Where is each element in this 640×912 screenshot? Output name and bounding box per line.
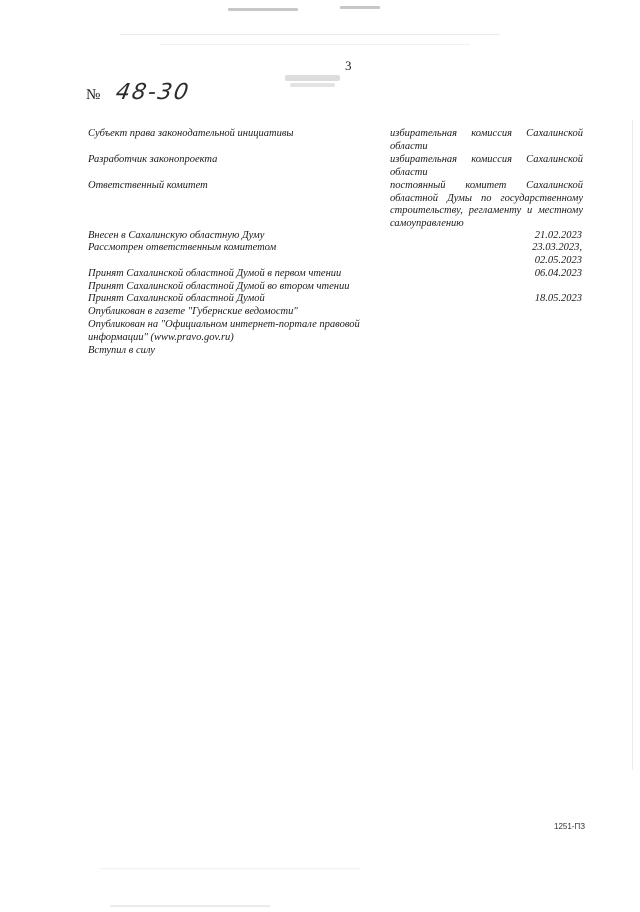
handwritten-number: 48-30 — [114, 80, 193, 105]
timeline-date: 06.04.2023 — [534, 268, 582, 279]
timeline-date: 21.02.2023 — [534, 230, 582, 241]
info-label: Ответственный комитет — [88, 180, 208, 191]
footer-code: 1251-ПЗ — [554, 822, 586, 831]
info-row-subject — [88, 128, 583, 154]
timeline-label: Внесен в Сахалинскую областную Думу — [88, 230, 265, 241]
timeline-label: Рассмотрен ответственным комитетом — [88, 242, 277, 253]
info-row-developer — [88, 154, 583, 180]
timeline-label: Принят Сахалинской областной Думой в первом чтении — [88, 268, 342, 279]
timeline-label: Принят Сахалинской областной Думой во втором чтении — [88, 281, 350, 292]
number-sign: № — [86, 87, 101, 103]
info-label: Разработчик законопроекта — [88, 154, 218, 165]
timeline-label: Опубликован на "Официальном интернет-портале правовой информации" (www.pravo.gov.ru) — [88, 319, 360, 343]
info-label: Субъект права законодательной инициативы — [88, 128, 294, 139]
timeline-label: Принят Сахалинской областной Думой — [88, 293, 265, 304]
timeline-date: 18.05.2023 — [534, 293, 582, 304]
info-value: постоянный комитет Сахалинской областной Думы по государственному строительству, регламенту и местному самоуправлению — [390, 180, 583, 229]
document-number — [86, 80, 193, 105]
timeline-label: Опубликован в газете "Губернские ведомости" — [88, 306, 298, 317]
timeline-label: Вступил в силу — [88, 345, 155, 356]
info-value: избирательная комиссия Сахалинской области — [390, 128, 583, 152]
timeline-date: 23.03.2023, — [532, 242, 582, 253]
timeline-date: 02.05.2023 — [534, 255, 582, 266]
page-number: 3 — [345, 58, 352, 73]
info-row-committee — [88, 180, 583, 232]
info-value: избирательная комиссия Сахалинской области — [390, 154, 583, 178]
